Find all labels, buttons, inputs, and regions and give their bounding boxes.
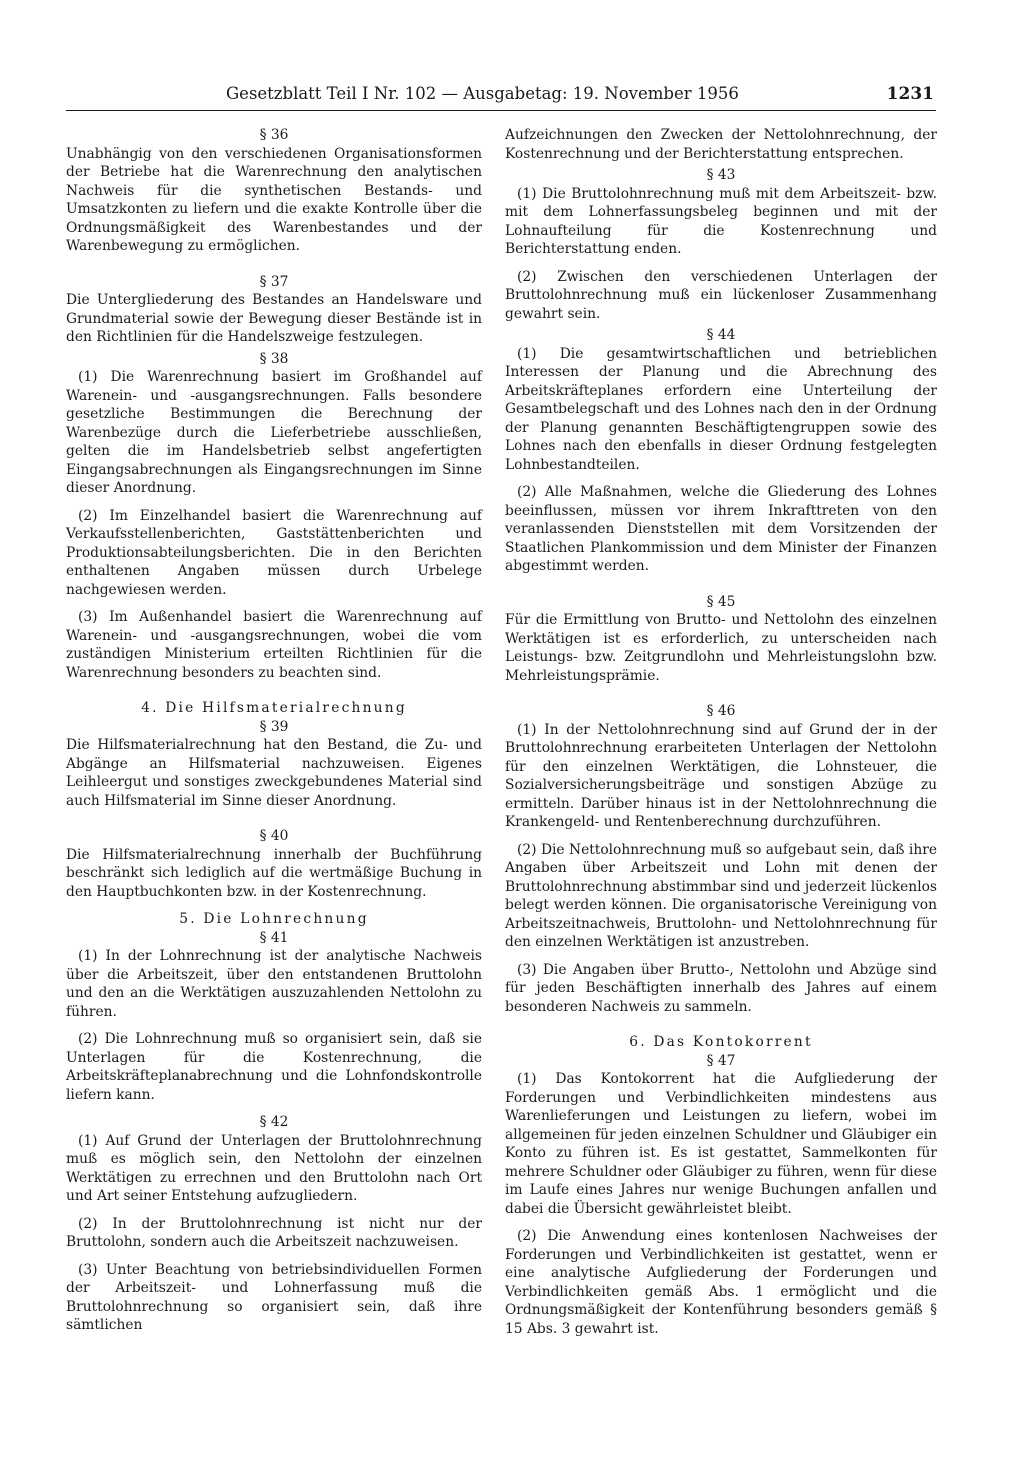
section-heading-42: § 42 [259, 1114, 289, 1130]
section-46-paragraph-1: (1) In der Nettolohnrechnung sind auf Grund der in der Bruttolohnrechnung erarbeiteten Unterlagen der Nettolohn für den einzelnen Werktätigen, die Lohnsteuer, die Sozialversicherungsbeiträge und sonstigen Abzüge zu ermitteln. Darüber hinaus ist in der Nettolohnrechnung die Krankengeld- und Rentenberechnung durchzuführen. [505, 721, 937, 830]
section-41-paragraph-2: (2) Die Lohnrechnung muß so organisiert sein, daß sie Unterlagen für die Kostenrechnung, die Arbeitskräfteplanabrechnung und die Lohnfondskontrolle liefern kann. [66, 1031, 482, 1103]
section-46-paragraph-3: (3) Die Angaben über Brutto-, Nettolohn und Abzüge sind für jeden Beschäftigten innerhalb des Jahres auf einem besonderen Nachweis zu sammeln. [505, 961, 937, 1015]
section-38-paragraph-1: (1) Die Warenrechnung basiert im Großhandel auf Warenein- und -ausgangsrechnungen. Falls besondere gesetzliche Bestimmungen die Berechnung der Warenbezüge durch die Lieferbetriebe ausschließen, gelten die im Handelsbetrieb selbst angefertigten Eingangsabrechnungen als Eingangsrechnungen im Sinne dieser Anordnung. [66, 369, 482, 496]
section-37-paragraph: Die Untergliederung des Bestandes an Handelsware und Grundmaterial sowie der Bewegung dieser Bestände ist in den Richtlinien für die Handelszweige festzulegen. [66, 292, 482, 345]
section-42-paragraph-2: (2) In der Bruttolohnrechnung ist nicht nur der Bruttolohn, sondern auch die Arbeitszeit nachzuweisen. [66, 1215, 482, 1250]
section-40-paragraph: Die Hilfsmaterialrechnung innerhalb der Buchführung beschränkt sich lediglich auf die wertmäßige Buchung in den Hauptbuchkonten bzw. in der Kostenrechnung. [66, 846, 482, 900]
section-47-paragraph-2: (2) Die Anwendung eines kontenlosen Nachweises der Forderungen und Verbindlichkeiten ist gestattet, wenn er eine analytische Aufgliederung der Forderungen und Verbindlichkeiten gemäß Abs. 1 ermöglicht und die Ordnungsmäßigkeit der Kontenführung besonders gemäß § 15 Abs. 3 gewahrt ist. [505, 1228, 937, 1337]
section-heading-40: § 40 [259, 828, 289, 844]
chapter-heading-6: 6. Das Kontokorrent [629, 1034, 813, 1050]
section-heading-45: § 45 [706, 593, 736, 610]
section-heading-38: § 38 [259, 350, 289, 367]
section-heading-41: § 41 [259, 929, 289, 946]
section-heading-47: § 47 [706, 1052, 736, 1069]
left-column [66, 126, 482, 1335]
section-44-paragraph-2: (2) Alle Maßnahmen, welche die Gliederung des Lohnes beeinflussen, müssen vor ihrem Inkrafttreten von den veranlassenden Dienststellen mit dem Vorsitzenden der Staatlichen Plankommission und dem Minister der Finanzen abgestimmt werden. [505, 484, 937, 574]
page-number: 1231 [886, 84, 934, 104]
section-heading-39: § 39 [259, 718, 289, 735]
section-38-paragraph-2: (2) Im Einzelhandel basiert die Warenrechnung auf Verkaufsstellenberichten, Gaststättenberichten und Produktionsabteilungsberichten. Die in den Berichten enthaltenen Angaben müssen durch Urbelege nachgewiesen werden. [66, 507, 482, 598]
chapter-heading-4: 4. Die Hilfsmaterialrechnung [141, 700, 407, 716]
section-heading-46: § 46 [706, 703, 736, 719]
continuation-paragraph: Aufzeichnungen den Zwecken der Nettolohnrechnung, der Kostenrechnung und der Berichterstattung entsprechen. [505, 127, 937, 162]
section-heading-36: § 36 [259, 127, 289, 143]
section-heading-37: § 37 [259, 273, 289, 290]
section-39-paragraph: Die Hilfsmaterialrechnung hat den Bestand, die Zu- und Abgänge an Hilfsmaterial nachzuweisen. Eigenes Leihleergut und sonstiges zweckgebundenes Material sind auch Hilfsmaterial im Sinne dieser Anordnung. [66, 737, 482, 809]
section-43-paragraph-1: (1) Die Bruttolohnrechnung muß mit dem Arbeitszeit- bzw. mit dem Lohnerfassungsbeleg beginnen und mit der Lohnaufteilung für die Kostenrechnung und Berichterstattung enden. [505, 185, 937, 257]
section-heading-44: § 44 [706, 327, 736, 343]
section-38-paragraph-3: (3) Im Außenhandel basiert die Warenrechnung auf Warenein- und -ausgangsrechnungen, wobei die vom zuständigen Ministerium erteilten Richtlinien für die Warenrechnung besonders zu beachten sind. [66, 609, 482, 681]
section-47-paragraph-1: (1) Das Kontokorrent hat die Aufgliederung der Forderungen und Verbindlichkeiten mindestens aus Warenlieferungen und Leistungen zu liefern, wobei im allgemeinen für jeden einzelnen Schuldner und Gläubiger ein Konto zu führen ist. Es ist gestattet, Sammelkonten für mehrere Schuldner oder Gläubiger zu führen, wenn für diese im Laufe eines Jahres nur wenige Buchungen anfallen und dabei die Übersicht gewährleistet bleibt. [505, 1071, 937, 1217]
section-46-paragraph-2: (2) Die Nettolohnrechnung muß so aufgebaut sein, daß ihre Angaben über Arbeitszeit und Lohn mit denen der Bruttolohnrechnung abstimmbar sind und jederzeit lückenlos belegt werden können. Die organisatorische Vereinigung von Arbeitszeitnachweis, Bruttolohn- und Nettolohnrechnung für den einzelnen Werktätigen ist anzustreben. [505, 841, 937, 950]
header-title: Gesetzblatt Teil I Nr. 102 — Ausgabetag: 19. November 1956 [226, 84, 739, 103]
section-42-paragraph-3: (3) Unter Beachtung von betriebsindividuellen Formen der Arbeitszeit- und Lohnerfassung muß die Bruttolohnrechnung so organisiert sein, daß ihre sämtlichen [66, 1261, 482, 1333]
section-43-paragraph-2: (2) Zwischen den verschiedenen Unterlagen der Bruttolohnrechnung muß ein lückenloser Zusammenhang gewahrt sein. [505, 268, 937, 322]
section-41-paragraph-1: (1) In der Lohnrechnung ist der analytische Nachweis über die Arbeitszeit, über den entstandenen Bruttolohn und den an die Werktätigen auszuzahlenden Nettolohn zu führen. [66, 948, 482, 1020]
chapter-heading-5: 5. Die Lohnrechnung [179, 911, 369, 927]
section-heading-43: § 43 [706, 167, 736, 183]
right-column [505, 126, 937, 1338]
section-44-paragraph-1: (1) Die gesamtwirtschaftlichen und betrieblichen Interessen der Planung und die Abrechnung des Arbeitskräfteplanes erfordern eine Unterteilung der Gesamtbelegschaft und des Lohnes nach den in der Ordnung der Planung genannten Beschäftigtengruppen sowie des Lohnes nach den ebenfalls in dieser Ordnung festgelegten Lohnbestandteilen. [505, 345, 937, 473]
section-36-paragraph: Unabhängig von den verschiedenen Organisationsformen der Betriebe hat die Warenrechnung den analytischen Nachweis für die synthetischen Bestands- und Umsatzkonten zu liefern und die exakte Kontrolle über die Ordnungsmäßigkeit des Warenbestandes und der Warenbewegung zu ermöglichen. [66, 145, 482, 254]
page-header [66, 84, 936, 111]
section-45-paragraph: Für die Ermittlung von Brutto- und Nettolohn des einzelnen Werktätigen ist es erforderlich, zu unterscheiden nach Leistungs- bzw. Zeitgrundlohn und Mehrleistungslohn bzw. Mehrleistungsprämie. [505, 612, 937, 684]
section-42-paragraph-1: (1) Auf Grund der Unterlagen der Bruttolohnrechnung muß es möglich sein, den Nettolohn der einzelnen Werktätigen zu errechnen und den Bruttolohn nach Ort und Art seiner Entstehung aufzugliedern. [66, 1132, 482, 1204]
